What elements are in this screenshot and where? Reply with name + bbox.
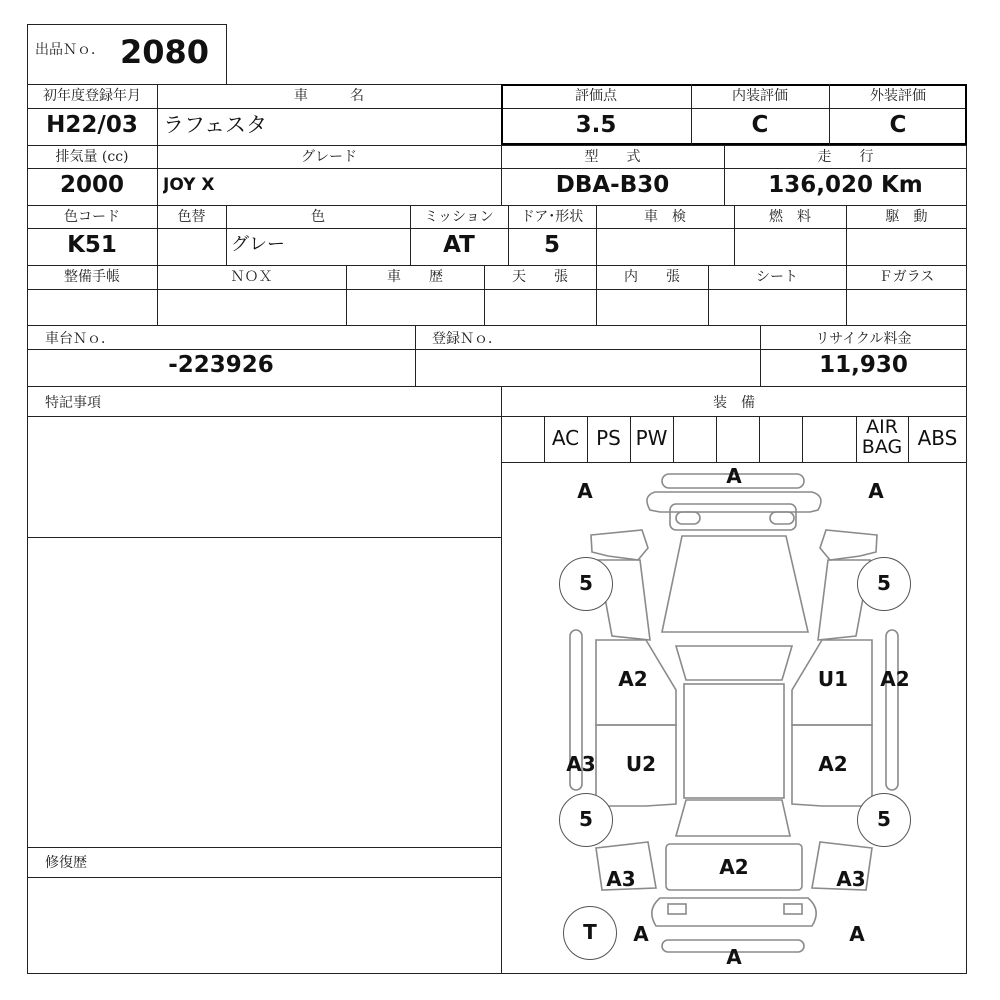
mark-right-front-door: U1 [817,667,849,691]
mileage-value: 136,020 Km [768,172,923,198]
drive-label: 駆 動 [885,209,928,225]
model-value: DBA-B30 [555,172,670,198]
interior-lining-label: 内 張 [624,269,680,285]
mark-rear-hatch: A2 [719,855,749,879]
registration-label: 登録Ｎｏ． [432,331,502,347]
doors-label: ドア･形状 [520,209,584,225]
equip-abs: ABS [917,426,958,450]
tire-rear-right: 5 [857,793,911,847]
rear-bumper [652,898,816,926]
chassis-label: 車台Ｎｏ． [45,331,115,347]
score-label: 評価点 [575,88,617,104]
exterior-label: 外装評価 [870,88,926,104]
roof-label: 天 張 [512,269,568,285]
front-grille [670,504,796,530]
rear-window [676,800,790,836]
mark-rear-bumper: A [726,945,742,969]
color-value: グレー [231,234,285,255]
mark-right-rear-door: A2 [818,752,848,776]
fuel-label: 燃 料 [769,209,811,225]
front-right-fender [820,530,877,560]
mark-front-bumper: A [726,464,742,488]
f-glass-label: Ｆガラス [878,269,935,285]
recycle-label: リサイクル料金 [815,331,912,347]
color-label: 色 [311,209,325,225]
mission-value: AT [443,232,475,258]
car-diagram [501,462,967,974]
equip-ps: PS [596,426,621,450]
seat-label: シート [756,269,798,285]
mark-left-rear-fender: A3 [566,752,596,776]
windshield [676,646,792,680]
lot-number-label: 出品Ｎｏ． [35,42,105,58]
equip-pw: PW [635,426,668,450]
interior-value: C [751,112,769,138]
front-bumper [647,492,821,512]
color-code-value: K51 [67,232,117,258]
repair-history-label: 修復歴 [45,855,87,871]
history-label: 車 歴 [387,269,443,285]
interior-label: 内装評価 [732,88,788,104]
mark-rear-right-corner: A [849,922,865,946]
mark-front-left-corner: A [577,479,593,503]
lot-number-value: 2080 [120,34,210,70]
equip-airbag-top: AIR [866,416,898,438]
chassis-value: -223926 [168,352,274,378]
mark-left-rear-quarter: A3 [606,867,636,891]
car-name-value: ラフェスタ [163,113,267,137]
color-code-label: 色コード [64,209,120,225]
grade-label: グレード [301,149,357,165]
nox-label: ＮＯＸ [230,269,273,285]
tire-rear-left: 5 [559,793,613,847]
roof [684,684,784,798]
mark-right-rear-quarter: A3 [836,867,866,891]
tire-front-right: 5 [857,557,911,611]
equipment-label: 装 備 [713,395,755,411]
repaint-label: 色替 [177,209,206,225]
first-reg-label: 初年度登録年月 [43,88,141,104]
displacement-label: 排気量 (cc) [55,149,129,165]
mark-rear-left-corner: A [633,922,649,946]
special-notes-label: 特記事項 [45,395,101,411]
mark-right-front-fender: A2 [880,667,910,691]
exterior-value: C [889,112,907,138]
car-name-label: 車 名 [294,88,364,104]
mark-front-right-corner: A [868,479,884,503]
first-reg-value: H22/03 [46,112,138,138]
doors-value: 5 [543,232,560,258]
mileage-label: 走 行 [817,149,874,165]
tire-front-left: 5 [559,557,613,611]
recycle-value: 11,930 [819,352,908,378]
maintenance-label: 整備手帳 [64,269,120,285]
model-label: 型 式 [584,149,641,165]
score-value: 3.5 [575,112,617,138]
grade-value: JOY X [163,175,215,195]
front-left-fender [591,530,648,560]
equip-airbag-bottom: BAG [861,436,903,458]
mission-label: ミッション [424,209,494,225]
mark-left-front-door: A2 [618,667,648,691]
mark-left-rear-door: U2 [625,752,657,776]
tire-spare: T [563,906,617,960]
inspection-label: 車 検 [644,209,686,225]
equip-ac: AC [551,426,580,450]
hood [662,536,808,632]
displacement-value: 2000 [59,172,124,198]
